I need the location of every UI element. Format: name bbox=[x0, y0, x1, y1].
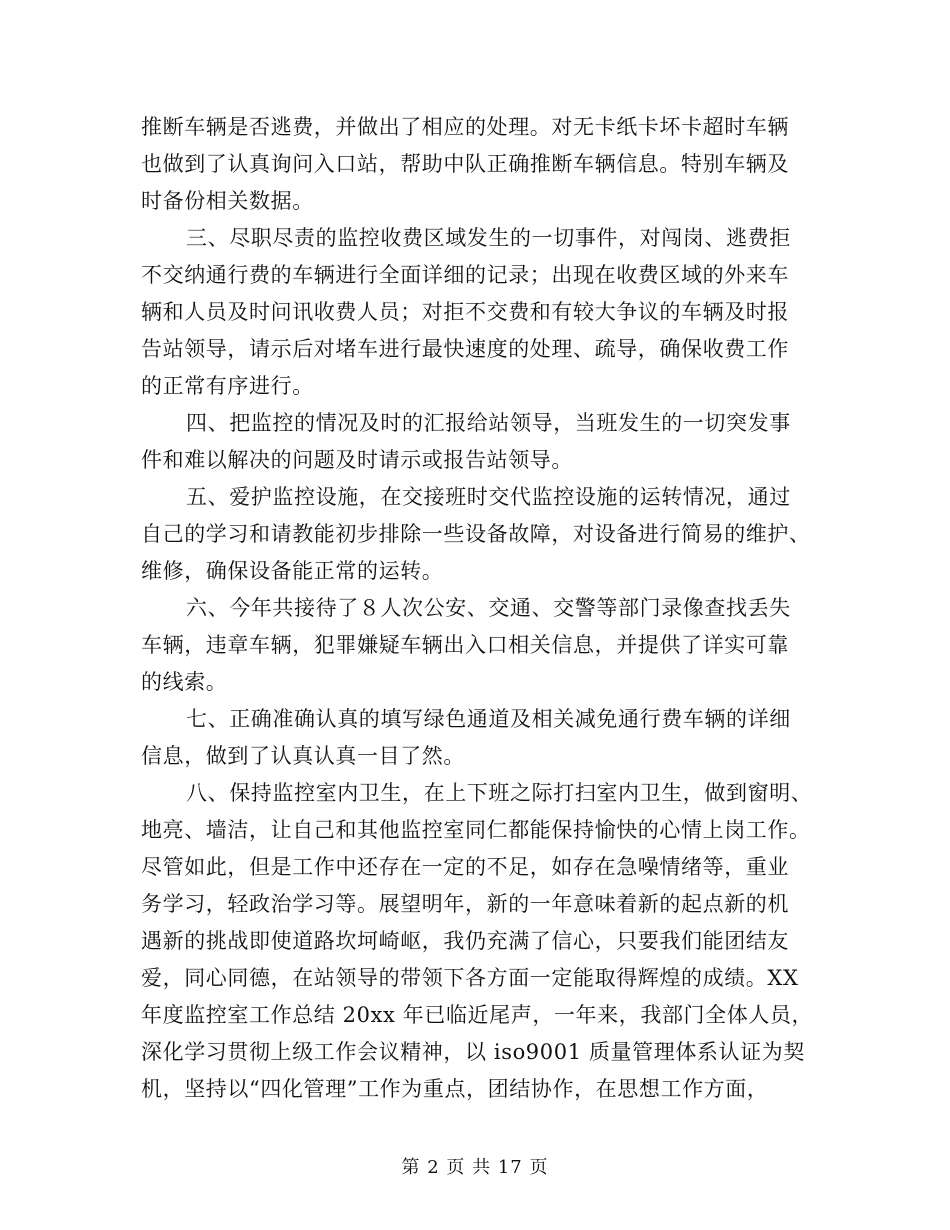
body-line: 车辆，违章车辆，犯罪嫌疑车辆出入口相关信息，并提供了详实可靠 bbox=[141, 633, 789, 657]
paragraph-7-first-line: 七、正确准确认真的填写绿色通道及相关减免通行费车辆的详细 bbox=[186, 707, 791, 731]
paragraph-4-first-line: 四、把监控的情况及时的汇报给站领导，当班发生的一切突发事 bbox=[186, 411, 791, 435]
body-line: 尽管如此，但是工作中还存在一定的不足，如存在急噪情绪等，重业 bbox=[141, 855, 789, 879]
body-line: 爱，同心同德，在站领导的带领下各方面一定能取得辉煌的成绩。XX bbox=[141, 966, 799, 990]
body-line: 信息，做到了认真认真一目了然。 bbox=[141, 744, 465, 768]
body-line: 告站领导，请示后对堵车进行最快速度的处理、疏导，确保收费工作 bbox=[141, 337, 789, 361]
body-line: 遇新的挑战即使道路坎坷崎岖，我仍充满了信心，只要我们能团结友 bbox=[141, 929, 789, 953]
paragraph-5-first-line: 五、爱护监控设施，在交接班时交代监控设施的运转情况，通过 bbox=[186, 485, 791, 509]
body-line: 时备份相关数据。 bbox=[141, 189, 314, 213]
body-line: 的正常有序进行。 bbox=[141, 374, 314, 398]
body-line: 的线索。 bbox=[141, 670, 228, 694]
paragraph-8-first-line: 八、保持监控室内卫生，在上下班之际打扫室内卫生，做到窗明、 bbox=[186, 781, 813, 805]
body-line: 维修，确保设备能正常的运转。 bbox=[141, 559, 444, 583]
body-line: 辆和人员及时问讯收费人员；对拒不交费和有较大争议的车辆及时报 bbox=[141, 300, 789, 324]
body-line: 务学习，轻政治学习等。展望明年，新的一年意味着新的起点新的机 bbox=[141, 892, 789, 916]
body-line: 自己的学习和请教能初步排除一些设备故障，对设备进行简易的维护、 bbox=[141, 522, 811, 546]
body-line: 不交纳通行费的车辆进行全面详细的记录；出现在收费区域的外来车 bbox=[141, 263, 789, 287]
body-line: 件和难以解决的问题及时请示或报告站领导。 bbox=[141, 448, 573, 472]
paragraph-6-first-line: 六、今年共接待了８人次公安、交通、交警等部门录像查找丢失 bbox=[186, 596, 791, 620]
body-line: 也做到了认真询问入口站，帮助中队正确推断车辆信息。特别车辆及 bbox=[141, 152, 789, 176]
body-line: 机，坚持以“四化管理”工作为重点，团结协作，在思想工作方面， bbox=[141, 1077, 769, 1101]
body-line: 深化学习贯彻上级工作会议精神，以 iso9001 质量管理体系认证为契 bbox=[141, 1040, 805, 1064]
body-line: 年度监控室工作总结 20xx 年已临近尾声，一年来，我部门全体人员， bbox=[141, 1003, 814, 1027]
paragraph-3-first-line: 三、尽职尽责的监控收费区域发生的一切事件，对闯岗、逃费拒 bbox=[186, 226, 791, 250]
page-footer: 第 2 页 共 17 页 bbox=[401, 1157, 549, 1178]
body-line: 推断车辆是否逃费，并做出了相应的处理。对无卡纸卡坏卡超时车辆 bbox=[141, 115, 789, 139]
body-line: 地亮、墙洁，让自己和其他监控室同仁都能保持愉快的心情上岗工作。 bbox=[141, 818, 811, 842]
